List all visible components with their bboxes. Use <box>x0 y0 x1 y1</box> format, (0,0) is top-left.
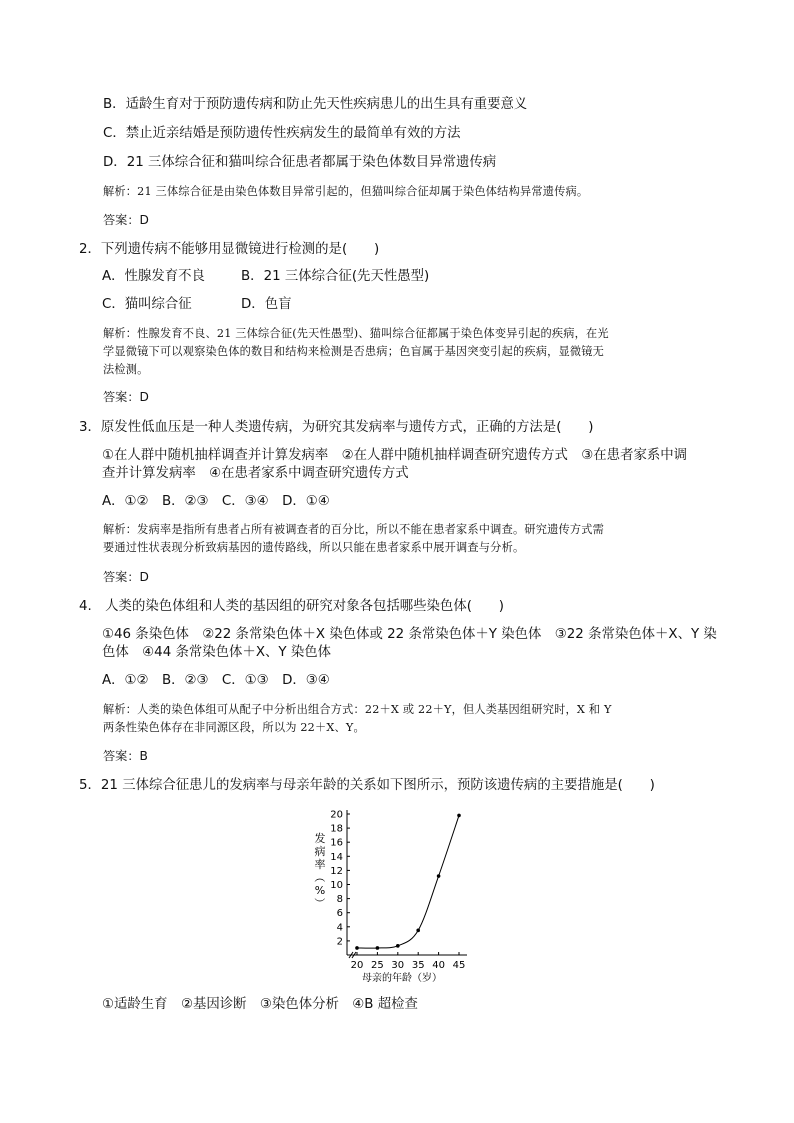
q4-options: A．①② B．②③ C．①③ D．③④ <box>102 673 330 688</box>
q1-explanation: 解析：21 三体综合征是由染色体数目异常引起的，但猫叫综合征却属于染色体结构异常遗传病。 <box>103 185 589 198</box>
q2-option-a: A．性腺发育不良 <box>102 269 205 284</box>
q3-items-line-2: 查并计算发病率 ④在患者家系中调查研究遗传方式 <box>102 466 409 481</box>
q2-explanation-line-2: 学显微镜下可以观察染色体的数目和结构来检测是否患病；色盲属于基因突变引起的疾病，显微镜无 <box>103 345 605 358</box>
q3-options: A．①② B．②③ C．③④ D．①④ <box>102 494 330 509</box>
y-axis-label-char: 率 <box>314 858 326 871</box>
q2-stem: 2．下列遗传病不能够用显微镜进行检测的是( ) <box>79 242 380 257</box>
y-tick-label: 18 <box>330 823 343 835</box>
incidence-curve <box>357 815 459 948</box>
data-point <box>376 946 380 950</box>
x-tick-label: 20 <box>350 960 364 971</box>
q3-answer: 答案：D <box>103 570 149 584</box>
y-tick-label: 10 <box>330 880 343 891</box>
incidence-age-chart <box>300 800 490 985</box>
q4-explanation-line-1: 解析：人类的染色体组可从配子中分析出组合方式：22＋X 或 22＋Y，但人类基因组研究时，X 和 Y <box>103 703 612 716</box>
x-tick-label: 45 <box>452 960 466 971</box>
y-tick-label: 20 <box>330 809 343 821</box>
q3-stem: 3．原发性低血压是一种人类遗传病，为研究其发病率与遗传方式，正确的方法是( ) <box>79 420 594 435</box>
data-point <box>355 946 359 950</box>
y-tick-label: 12 <box>330 865 343 877</box>
q3-explanation-line-2: 要通过性状表现分析致病基因的遗传路线，所以只能在患者家系中展开调查与分析。 <box>103 541 525 554</box>
q4-stem: 4. 人类的染色体组和人类的基因组的研究对象各包括哪些染色体( ) <box>79 599 504 614</box>
q5-stem: 5．21 三体综合征患儿的发病率与母亲年龄的关系如下图所示，预防该遗传病的主要措施是( ) <box>79 778 655 793</box>
q4-items-line-1: ①46 条染色体 ②22 条常染色体＋X 染色体或 22 条常染色体＋Y 染色体 ③22 条常染色体＋X、Y 染 <box>102 627 717 642</box>
y-axis-label-char: 病 <box>314 845 326 858</box>
q1-option-d: D．21 三体综合征和猫叫综合征患者都属于染色体数目异常遗传病 <box>103 155 497 170</box>
q3-explanation-line-1: 解析：发病率是指所有患者占所有被调查者的百分比，所以不能在患者家系中调查。研究遗传方式需 <box>103 523 605 536</box>
y-tick-label: 14 <box>330 851 343 863</box>
y-tick-label: 2 <box>336 936 343 948</box>
data-point <box>416 929 420 933</box>
q4-answer: 答案：B <box>103 749 148 763</box>
data-point <box>396 944 400 948</box>
y-axis-label-char: （ <box>313 871 326 883</box>
q2-option-d: D．色盲 <box>241 297 292 312</box>
y-axis-label-char: ） <box>313 897 326 909</box>
q2-option-c: C．猫叫综合征 <box>102 297 192 312</box>
q5-items: ①适龄生育 ②基因诊断 ③染色体分析 ④B 超检查 <box>102 997 418 1012</box>
y-axis-label-char: % <box>314 884 326 897</box>
q1-option-b: B．适龄生育对于预防遗传病和防止先天性疾病患儿的出生具有重要意义 <box>103 97 528 112</box>
data-point <box>437 874 441 878</box>
q2-option-b: B．21 三体综合征(先天性愚型) <box>241 269 430 284</box>
q2-explanation-line-1: 解析：性腺发育不良、21 三体综合征(先天性愚型)、猫叫综合征都属于染色体变异引起的疾病，在光 <box>103 327 609 340</box>
q4-items-line-2: 色体 ④44 条常染色体＋X、Y 染色体 <box>102 645 331 660</box>
x-tick-label: 25 <box>371 960 384 971</box>
y-tick-label: 8 <box>336 894 343 906</box>
y-axis-label <box>313 831 326 909</box>
y-axis-label-char: 发 <box>314 832 326 845</box>
x-tick-label: 40 <box>432 960 445 971</box>
q2-explanation-line-3: 法检测。 <box>103 363 149 376</box>
q1-option-c: C．禁止近亲结婚是预防遗传性疾病发生的最简单有效的方法 <box>103 126 461 141</box>
x-tick-label: 35 <box>411 960 425 971</box>
x-axis-label: 母亲的年龄（岁） <box>362 973 442 984</box>
data-point <box>457 814 461 818</box>
y-tick-label: 6 <box>336 908 343 920</box>
q2-answer: 答案：D <box>103 390 149 404</box>
q4-explanation-line-2: 两条性染色体存在非同源区段，所以为 22＋X、Y。 <box>103 721 365 734</box>
x-tick-label: 30 <box>391 960 405 971</box>
y-tick-label: 4 <box>336 922 343 934</box>
q1-answer: 答案：D <box>103 213 149 227</box>
q3-items-line-1: ①在人群中随机抽样调查并计算发病率 ②在人群中随机抽样调查研究遗传方式 ③在患者家系中调 <box>102 448 688 463</box>
y-tick-label: 16 <box>330 837 343 849</box>
